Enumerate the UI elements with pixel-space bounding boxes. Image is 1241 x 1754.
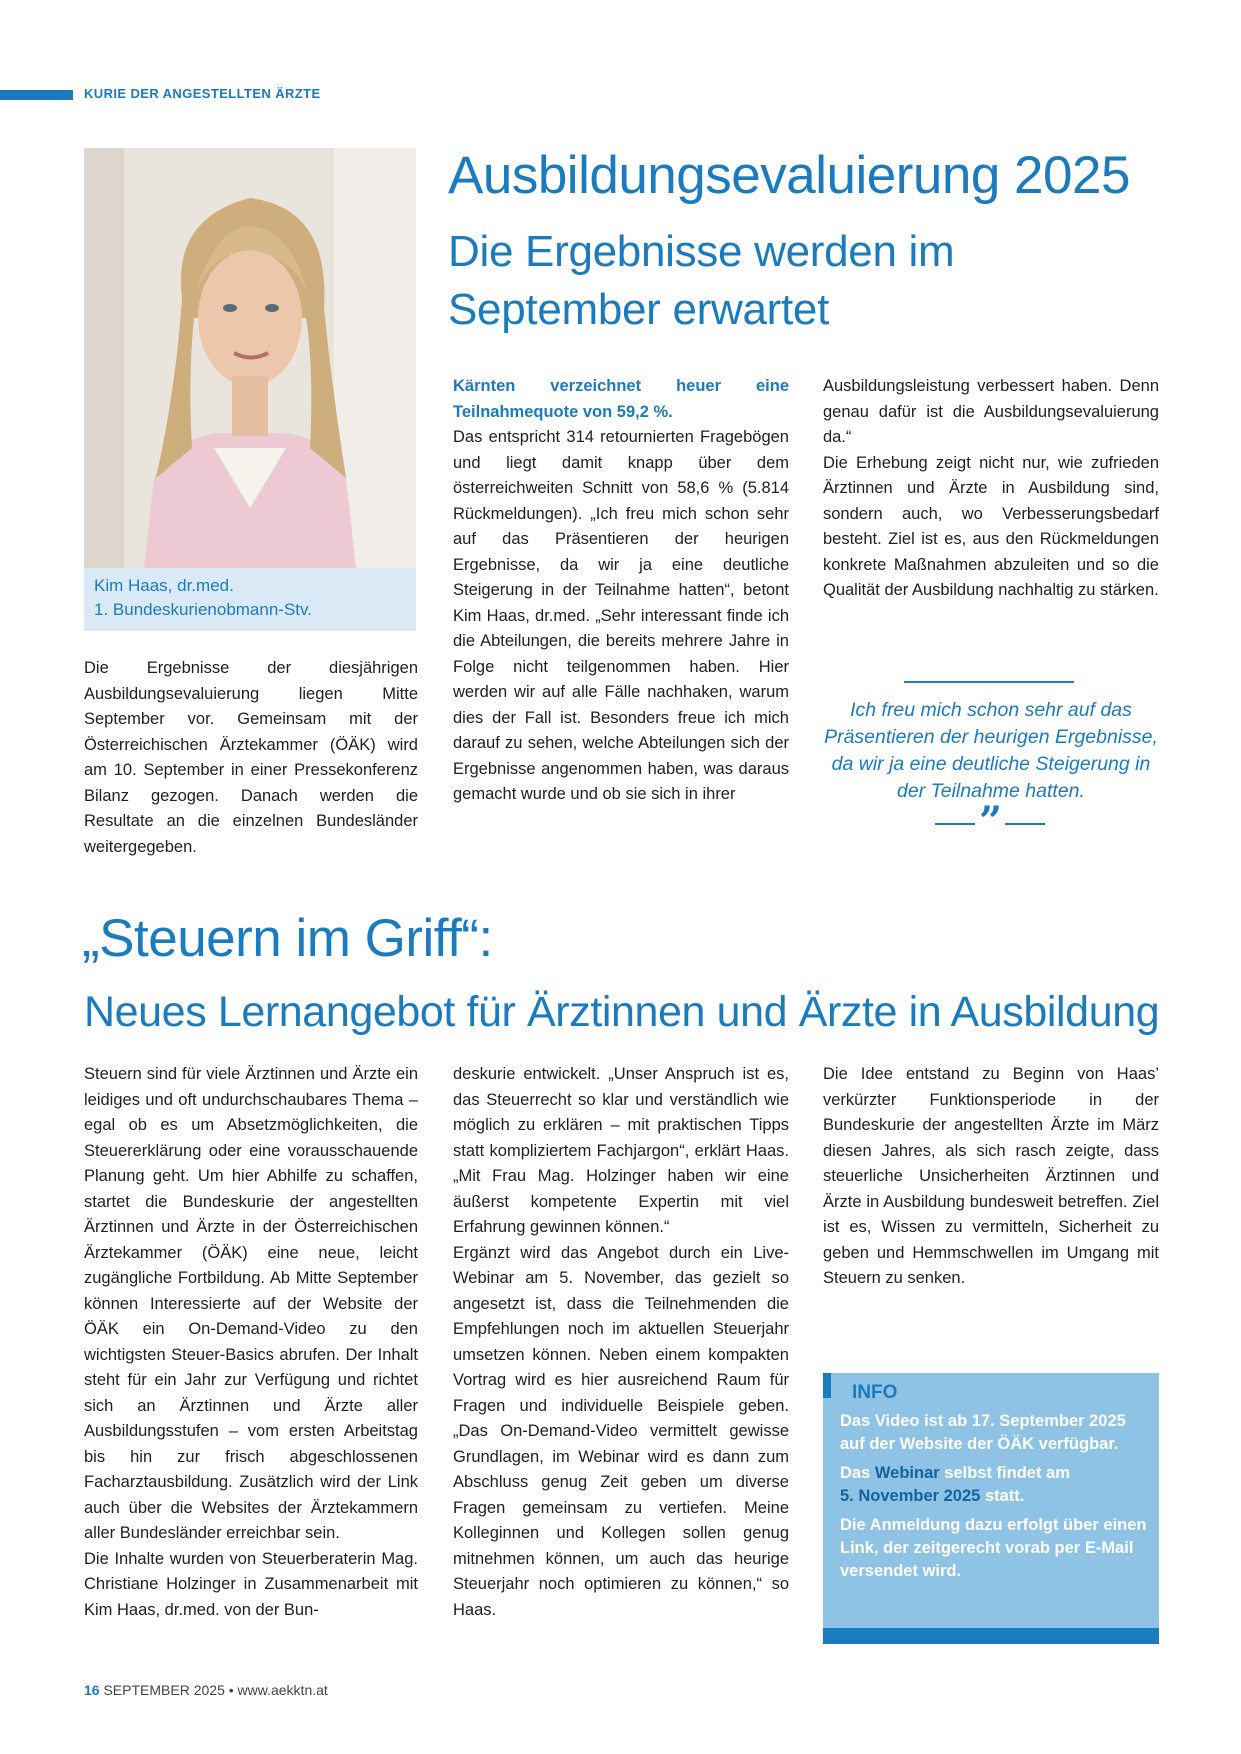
article2-subtitle: Neues Lernangebot für Ärztinnen und Ärzte in Ausbildung (84, 988, 1160, 1036)
article2-title: „Steuern im Griff“: (82, 909, 493, 968)
caption-name: Kim Haas, dr.med. (94, 576, 234, 595)
article1-lead: Kärnten verzeichnet heuer eine Teilnahmequote von 59,2 %. (453, 377, 789, 421)
article1-col1-text: Die Ergebnisse der diesjährigen Ausbildungsevaluierung liegen Mitte September vor. Gemeinsam mit der Österreichischen Ärztekammer (ÖÄK) wird am 10. September in einer Pressekonferenz Bilanz gezogen. Danach werden die Resultate an die einzelnen Bundesländer weitergegeben. (84, 659, 418, 856)
info-webinar-prefix: Das (840, 1464, 871, 1482)
info-webinar-word: Webinar (874, 1464, 940, 1482)
info-webinar-suffix: statt. (984, 1487, 1025, 1505)
quote-divider (904, 681, 1074, 683)
article2-col1a-text: Steuern sind für viele Ärztinnen und Ärzte ein leidiges und oft undurchschaubares Thema – egal ob es um Absetzmöglichkeiten, die Steuererklärung oder eine vorausschauende Planung geht. Um hier Abhilfe zu schaffen, startet die Bundeskurie der angestellten Ärztinnen und Ärzte in der Österreichischen Ärztekammer (ÖÄK) eine neue, leicht zugängliche Fortbildung. Ab Mitte September können Interessierte auf der Website der ÖÄK ein On-Demand-Video zu den wichtigsten Steuer-Basics abrufen. Der Inhalt steht für ein Jahr zur Verfügung und richtet sich an Ärztinnen und Ärzte aller Ausbildungsstufen – vom ersten Arbeitstag bis hin zur frisch abgeschlossenen Facharztausbildung. Zusätzlich wird der Link auch über die Websites der Ärztekammern aller Bundesländer erreichbar sein. (84, 1065, 418, 1542)
article1-col3b-text: Die Erhebung zeigt nicht nur, wie zufrieden Ärztinnen und Ärzte in Ausbildung sind, sondern auch, wo Verbesserungsbedarf besteht. Ziel ist es, aus den Rückmeldungen konkrete Maßnahmen abzuleiten und so die Qualität der Ausbildung nachhaltig zu stärken. (823, 453, 1159, 599)
caption-role: 1. Bundeskurienobmann-Stv. (94, 600, 312, 619)
article2-column-2 (453, 1062, 789, 1623)
article1-subtitle: Die Ergebnisse werden im September erwartet (448, 227, 955, 334)
info-title: INFO (852, 1382, 898, 1403)
article1-column-3 (823, 374, 1159, 604)
article1-title: Ausbildungsevaluierung 2025 (448, 146, 1130, 205)
article2-col1b-text: Die Inhalte wurden von Steuerberaterin Mag. Christiane Holzinger in Zusammenarbeit mit Kim Haas, dr.med. von der Bun- (84, 1549, 418, 1619)
pull-quote: Ich freu mich schon sehr auf das Präsentieren der heurigen Ergebnisse, da wir ja eine deutliche Steigerung in der Teilnahme hatten. (824, 699, 1158, 802)
info-box-marker (823, 1373, 831, 1398)
info-registration: Die Anmeldung dazu erfolgt über einen Link, der zeitgerecht vorab per E-Mail versendet wird. (840, 1516, 1147, 1580)
info-box-bottom-strip (823, 1628, 1159, 1644)
section-label: KURIE DER ANGESTELLTEN ÄRZTE (84, 86, 321, 101)
info-text (840, 1410, 1150, 1589)
portrait-photo (84, 148, 416, 568)
info-webinar-mid: selbst findet am (944, 1464, 1070, 1482)
quote-end-line-left (935, 823, 975, 825)
info-video-location: auf der Website der ÖÄK verfügbar. (840, 1435, 1119, 1453)
info-webinar-date: 5. November 2025 (840, 1487, 981, 1505)
section-bar (0, 90, 73, 100)
info-video-date: Das Video ist ab 17. September 2025 (840, 1412, 1126, 1430)
quote-end-ornament (935, 798, 1045, 845)
article2-column-3 (823, 1062, 1159, 1292)
article2-col3-text: Die Idee entstand zu Beginn von Haas’ verkürzter Funktionsperiode in der Bundeskurie der angestellten Ärzte im März diesen Jahres, als sich rasch zeigte, dass steuerliche Unsicherheiten Ärztinnen und Ärzte in Ausbildung bundesweit betreffen. Ziel ist es, Wissen zu vermitteln, Sicherheit zu geben und Hemmschwellen im Umgang mit Steuern zu senken. (823, 1065, 1159, 1287)
article2-col2b-text: Ergänzt wird das Angebot durch ein Live-Webinar am 5. November, das gezielt so angesetzt ist, dass die Teilnehmenden die Empfehlungen noch im aktuellen Steuerjahr umsetzen können. Neben einem kompakten Vortrag wird es hier ausreichend Raum für Fragen und individuelle Beispiele geben. „Das On-Demand-Video vermittelt gewisse Grundlagen, im Webinar wird es dann zum Abschluss genug Zeit geben um diverse Fragen gemeinsam zu vertiefen. Meine Kolleginnen und Kollegen sollen genug mitnehmen können, um auch das heurige Steuerjahr noch optimieren zu können,“ so Haas. (453, 1243, 789, 1619)
quote-end-line-right (1005, 823, 1045, 825)
article1-col3a-text: Ausbildungsleistung verbessert haben. Denn genau dafür ist die Ausbildungsevaluierung da.“ (823, 377, 1159, 446)
article2-col2a-text: deskurie entwickelt. „Unser Anspruch ist es, das Steuerrecht so klar und verständlich wie möglich zu erklären – mit praktischen Tipps statt kompliziertem Fachjargon“, erklärt Haas. „Mit Frau Mag. Holzinger haben wir eine äußerst kompetente Expertin mit viel Erfahrung gewinnen können.“ (453, 1065, 789, 1236)
footer-text: SEPTEMBER 2025 • www.aekktn.at (103, 1682, 328, 1698)
portrait-illustration (84, 148, 416, 568)
closing-quote-icon: ” (979, 798, 1003, 845)
page-number: 16 (84, 1682, 100, 1698)
article1-column-2 (453, 374, 789, 808)
article1-col2-text: Das entspricht 314 retournierten Fragebögen und liegt damit knapp über dem österreichweiten Schnitt von 58,6 % (5.814 Rückmeldungen). „Ich freu mich schon sehr auf das Präsentieren der heurigen Ergebnisse, da wir ja eine deutliche Steigerung in der Teilnahme hatten“, betont Kim Haas, dr.med. „Sehr interessant finde ich die Abteilungen, die bereits mehrere Jahre in Folge nicht teilgenommen haben. Hier werden wir auf alle Fälle nachhaken, warum dies der Fall ist. Besonders freue ich mich darauf zu sehen, welche Abteilungen sich der Ergebnisse angenommen haben, was daraus gemacht wurde und ob sie sich in ihrer (453, 428, 789, 803)
page-footer (84, 1682, 328, 1698)
article1-column-1 (84, 656, 418, 860)
article2-column-1 (84, 1062, 418, 1623)
